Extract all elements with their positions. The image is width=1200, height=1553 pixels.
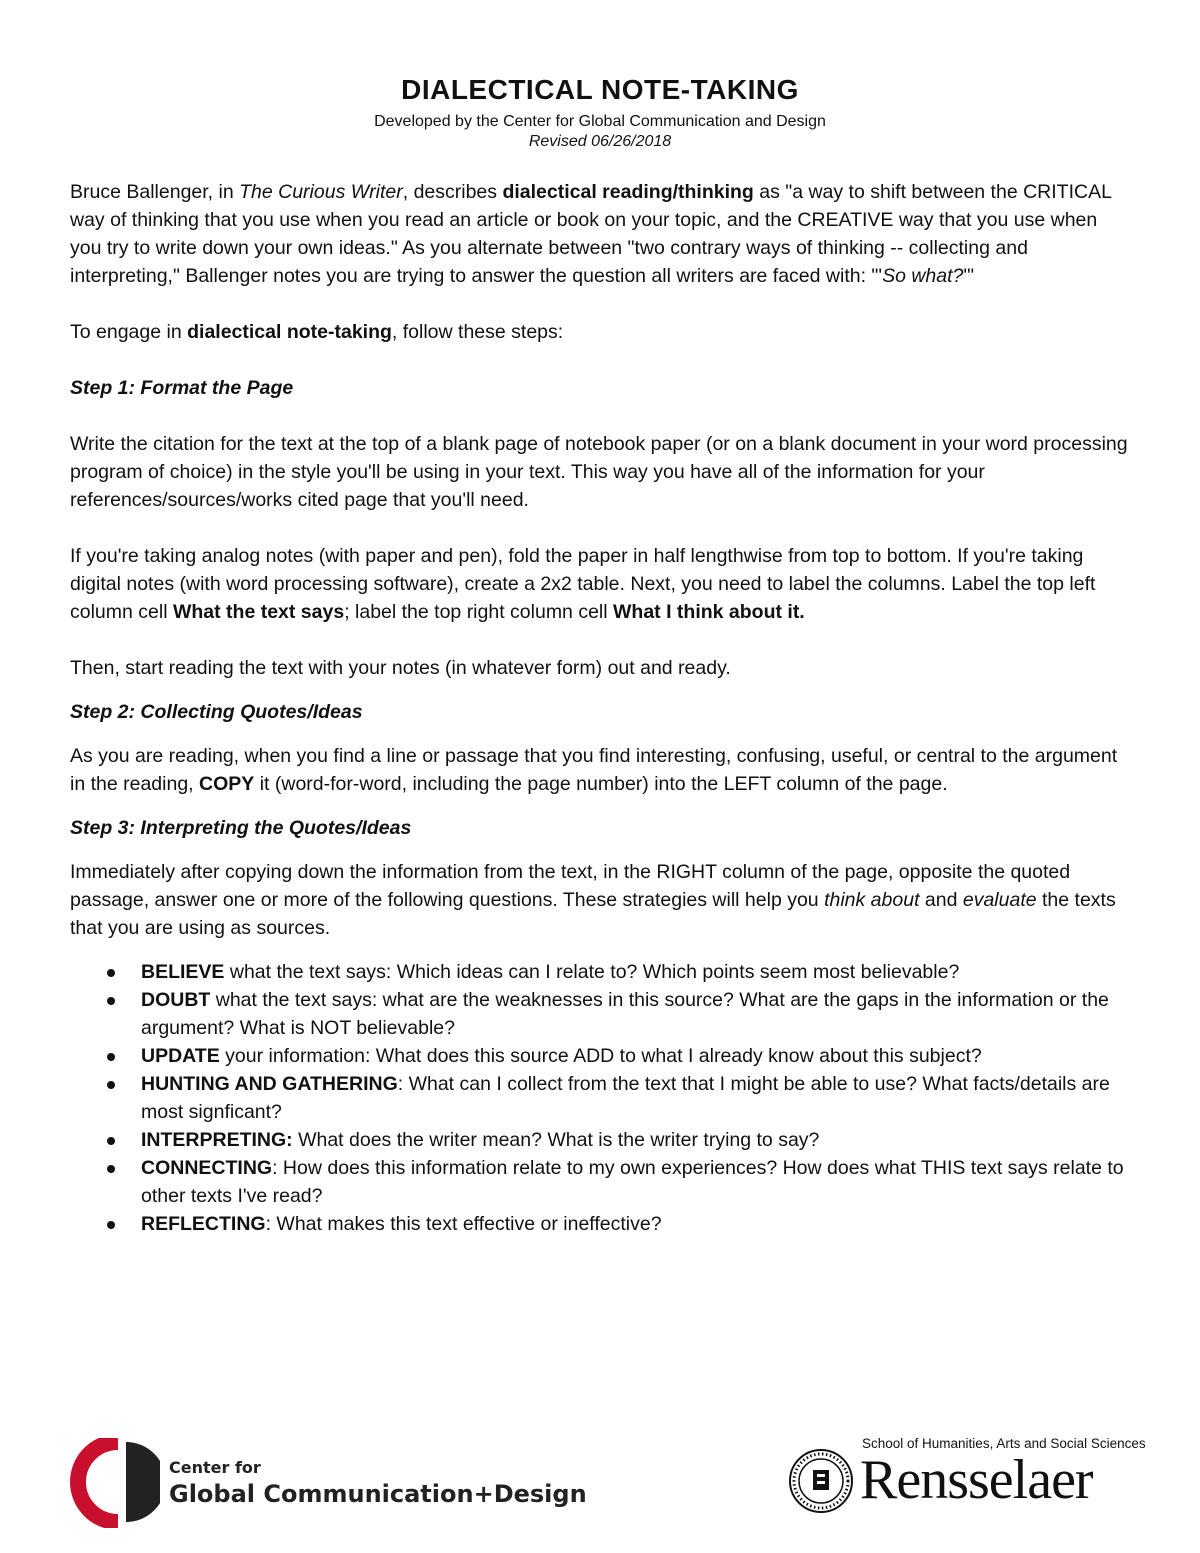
cgcd-logo (70, 1438, 587, 1528)
list-item: DOUBT what the text says: what are the weaknesses in this source? What are the gaps in the information or the argument? What is NOT believable? (141, 986, 1130, 1042)
rpi-school-name: School of Humanities, Arts and Social Sciences (862, 1436, 1146, 1451)
page-title: DIALECTICAL NOTE-TAKING (401, 74, 799, 105)
step1-paragraph-2: If you're taking analog notes (with paper and pen), fold the paper in half lengthwise from top to bottom. If you're taking digital notes (with word processing software), create a 2x2 table. Next, you need to label the columns. Label the top left column cell What the text says; label the top right column cell What I think about it. (70, 545, 1096, 623)
steps-intro: To engage in dialectical note-taking, follow these steps: (70, 321, 564, 343)
cgcd-label-center: Center for (169, 1458, 261, 1477)
revision-date: Revised 06/26/2018 (528, 133, 672, 150)
cgcd-d-shape (126, 1442, 160, 1522)
step3-heading: Step 3: Interpreting the Quotes/Ideas (70, 817, 412, 839)
list-item: INTERPRETING: What does the writer mean? What is the writer trying to say? (141, 1126, 1130, 1154)
strategy-list (70, 958, 1130, 1238)
cgcd-mark-icon (70, 1438, 160, 1528)
cgcd-c-shape (78, 1442, 118, 1522)
step2-heading: Step 2: Collecting Quotes/Ideas (70, 701, 363, 723)
list-item: HUNTING AND GATHERING: What can I collect from the text that I might be able to use? What facts/details are most signficant? (141, 1070, 1130, 1126)
rpi-wordmark: Rensselaer (860, 1449, 1093, 1511)
cgcd-label-name: Global Communication+Design (169, 1480, 587, 1508)
list-item: UPDATE your information: What does this source ADD to what I already know about this subject? (141, 1042, 1130, 1070)
rensselaer-logo (788, 1436, 1146, 1516)
page-subtitle: Developed by the Center for Global Communication and Design (374, 113, 826, 130)
step1-paragraph-1: Write the citation for the text at the top of a blank page of notebook paper (or on a blank document in your word processing program of choice) in the style you'll be using in your text. This way you have all of the information for your references/sources/works cited page that you'll need. (70, 433, 1128, 511)
document-page (70, 70, 1130, 1238)
list-item: CONNECTING: How does this information relate to my own experiences? How does what THIS text says relate to other texts I've read? (141, 1154, 1130, 1210)
list-item: REFLECTING: What makes this text effective or ineffective? (141, 1210, 1130, 1238)
step2-paragraph: As you are reading, when you find a line or passage that you find interesting, confusing, useful, or central to the argument in the reading, COPY it (word-for-word, including the page number) into the LEFT column of the page. (70, 745, 1118, 795)
step3-paragraph: Immediately after copying down the information from the text, in the RIGHT column of the page, opposite the quoted passage, answer one or more of the following questions. These strategies will help you think about and evaluate the texts that you are using as sources. (70, 861, 1116, 939)
list-item: BELIEVE what the text says: Which ideas can I relate to? Which points seem most believable? (141, 958, 1130, 986)
step1-paragraph-3: Then, start reading the text with your notes (in whatever form) out and ready. (70, 657, 731, 679)
intro-paragraph: Bruce Ballenger, in The Curious Writer, describes dialectical reading/thinking as "a way to shift between the CRITICAL way of thinking that you use when you read an article or book on your topic, and the CREATIVE way that you use when you try to write down your own ideas." As you alternate between "two contrary ways of thinking -- collecting and interpreting," Ballenger notes you are trying to answer the question all writers are faced with: "'So what?'" (70, 181, 1112, 287)
rensselaer-seal-icon (788, 1448, 854, 1514)
step1-heading: Step 1: Format the Page (70, 377, 294, 399)
